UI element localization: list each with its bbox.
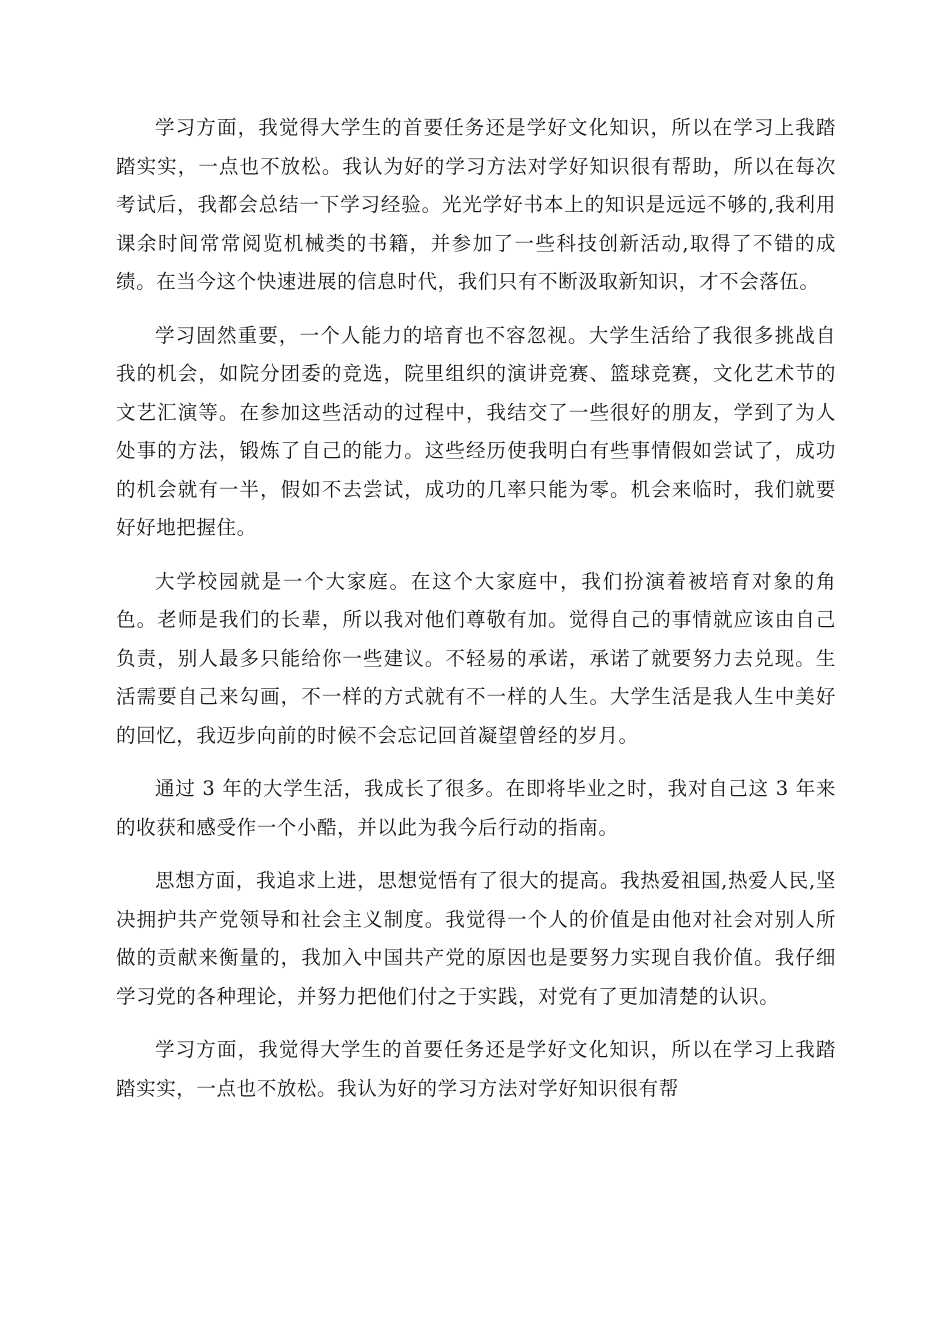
paragraph-thought: 思想方面，我追求上进，思想觉悟有了很大的提高。我热爱祖国,热爱人民,坚决拥护共产党领导和社会主义制度。我觉得一个人的价值是由他对社会对别人所做的贡献来衡量的，我加入中国共产党的原因也是要努力实现自我价值。我仔细学习党的各种理论，并努力把他们付之于实践，对党有了更加清楚的认识。 [116, 869, 836, 1008]
paragraph-study-2: 学习方面，我觉得大学生的首要任务还是学好文化知识，所以在学习上我踏踏实实，一点也不放松。我认为好的学习方法对学好知识很有帮 [116, 1038, 836, 1100]
paragraph-summary: 通过 3 年的大学生活，我成长了很多。在即将毕业之时，我对自己这 3 年来的收获和感受作一个小酷，并以此为我今后行动的指南。 [116, 777, 836, 839]
paragraph-study-1: 学习方面，我觉得大学生的首要任务还是学好文化知识，所以在学习上我踏踏实实，一点也不放松。我认为好的学习方法对学好知识很有帮助，所以在每次考试后，我都会总结一下学习经验。光光学好书本上的知识是远远不够的,我利用课余时间常常阅览机械类的书籍，并参加了一些科技创新活动,取得了不错的成绩。在当今这个快速进展的信息时代，我们只有不断汲取新知识，才不会落伍。 [116, 116, 836, 293]
paragraph-campus: 大学校园就是一个大家庭。在这个大家庭中，我们扮演着被培育对象的角色。老师是我们的长辈，所以我对他们尊敬有加。觉得自己的事情就应该由自己负责，别人最多只能给你一些建议。不轻易的承诺，承诺了就要努力去兑现。生活需要自己来勾画，不一样的方式就有不一样的人生。大学生活是我人生中美好的回忆，我迈步向前的时候不会忘记回首凝望曾经的岁月。 [116, 569, 836, 747]
paragraph-ability: 学习固然重要，一个人能力的培育也不容忽视。大学生活给了我很多挑战自我的机会，如院分团委的竞选，院里组织的演讲竞赛、篮球竞赛，文化艺术节的文艺汇演等。在参加这些活动的过程中，我结交了一些很好的朋友，学到了为人处事的方法，锻炼了自己的能力。这些经历使我明白有些事情假如尝试了，成功的机会就有一半，假如不去尝试，成功的几率只能为零。机会来临时，我们就要好好地把握住。 [116, 323, 836, 539]
document-body [116, 109, 836, 1123]
